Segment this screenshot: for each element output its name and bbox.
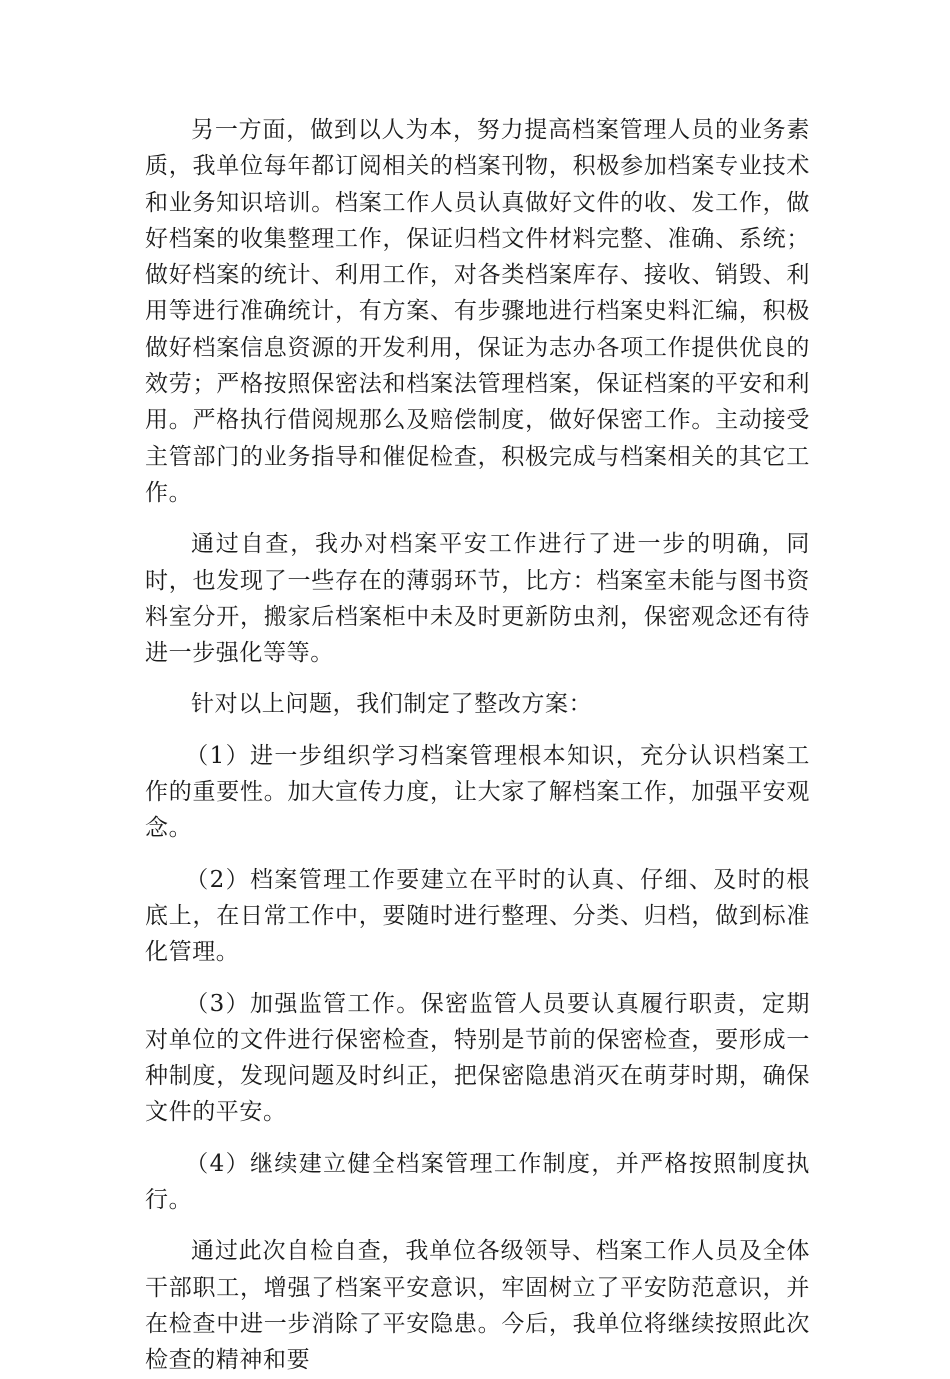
paragraph-rectification-intro: 针对以上问题，我们制定了整改方案： (191, 691, 593, 718)
paragraph-self-check-findings: 通过自查，我办对档案平安工作进行了进一步的明确，同时，也发现了一些存在的薄弱环节，比方：档案室未能与图书资料室分开，搬家后档案柜中未及时更新防虫剂，保密观念还有待进一步强化等等。 (145, 531, 810, 667)
rectification-item-4: （4）继续建立健全档案管理工作制度，并严格按照制度执行。 (145, 1150, 810, 1214)
paragraph-conclusion: 通过此次自检自查，我单位各级领导、档案工作人员及全体干部职工，增强了档案平安意识，牢固树立了平安防范意识，并在检查中进一步消除了平安隐患。今后，我单位将继续按照此次检查的精神和要 (145, 1238, 810, 1374)
rectification-item-2: （2）档案管理工作要建立在平时的认真、仔细、及时的根底上，在日常工作中，要随时进行整理、分类、归档，做到标准化管理。 (145, 866, 810, 966)
rectification-item-3: （3）加强监管工作。保密监管人员要认真履行职责，定期对单位的文件进行保密检查，特别是节前的保密检查，要形成一种制度，发现问题及时纠正，把保密隐患消灭在萌芽时期，确保文件的平安。 (145, 990, 810, 1126)
document-body (145, 112, 810, 1379)
rectification-item-1: （1）进一步组织学习档案管理根本知识，充分认识档案工作的重要性。加大宣传力度，让大家了解档案工作，加强平安观念。 (145, 742, 810, 842)
paragraph-staff-quality: 另一方面，做到以人为本，努力提高档案管理人员的业务素质，我单位每年都订阅相关的档案刊物，积极参加档案专业技术和业务知识培训。档案工作人员认真做好文件的收、发工作，做好档案的收集整理工作，保证归档文件材料完整、准确、系统；做好档案的统计、利用工作，对各类档案库存、接收、销毁、利用等进行准确统计，有方案、有步骤地进行档案史料汇编，积极做好档案信息资源的开发利用，保证为志办各项工作提供优良的效劳；严格按照保密法和档案法管理档案，保证档案的平安和利用。严格执行借阅规那么及赔偿制度，做好保密工作。主动接受主管部门的业务指导和催促检查，积极完成与档案相关的其它工作。 (145, 117, 810, 506)
